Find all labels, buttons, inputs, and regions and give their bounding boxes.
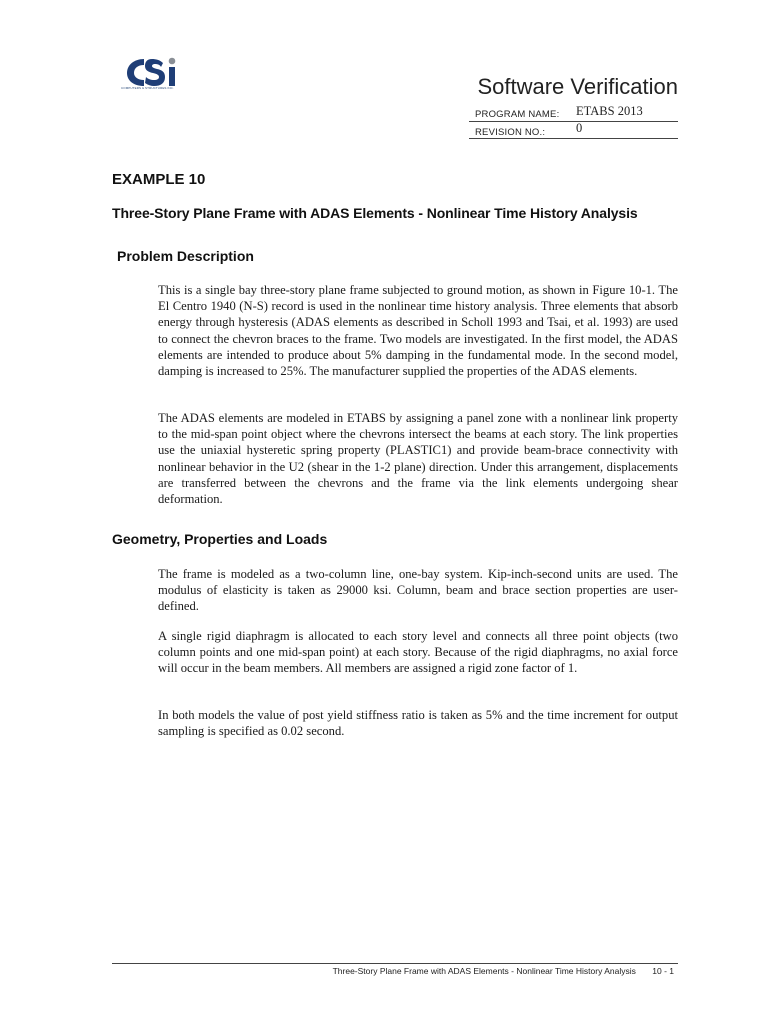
page-footer — [333, 966, 674, 976]
geometry-paragraph-2: A single rigid diaphragm is allocated to each story level and connects all three point objects (two column points and one mid-span point) at each story. Because of the rigid diaphragms, no axial force will occur in the beam members. All members are assigned a rigid zone factor of 1. — [158, 629, 678, 676]
section-heading-problem: Problem Description — [117, 248, 254, 264]
header-rule-program — [469, 121, 678, 122]
footer-title: Three-Story Plane Frame with ADAS Elements - Nonlinear Time History Analysis — [332, 966, 636, 976]
program-name-value: ETABS 2013 — [576, 104, 643, 118]
example-title: Three-Story Plane Frame with ADAS Elements - Nonlinear Time History Analysis — [112, 205, 638, 221]
geometry-paragraph-1: The frame is modeled as a two-column line, one-bay system. Kip-inch-second units are used. The modulus of elasticity is taken as 29000 ksi. Column, beam and brace section properties are user-defined. — [158, 567, 678, 614]
page-number: 10 - 1 — [652, 966, 674, 976]
footer-rule — [112, 963, 678, 964]
example-label: EXAMPLE 10 — [112, 171, 206, 188]
section-heading-geometry: Geometry, Properties and Loads — [112, 531, 328, 547]
problem-paragraph-2: The ADAS elements are modeled in ETABS by assigning a panel zone with a nonlinear link property to the mid-span point object where the chevrons intersect the beams at each story. The link properties use the uniaxial hysteretic spring property (PLASTIC1) and provide beam-brace connectivity with nonlinear behavior in the U2 (shear in the 1-2 plane) direction. Under this arrangement, displacements are transferred between the chevrons and the frame via the link elements undergoing shear deformation. — [158, 411, 678, 507]
problem-paragraph-1: This is a single bay three-story plane frame subjected to ground motion, as shown in Figure 10-1. The El Centro 1940 (N-S) record is used in the nonlinear time history analysis. Three elements that absorb energy through hysteresis (ADAS elements as described in Scholl 1993 and Tsai, et al. 1993) are used to connect the chevron braces to the frame. Two models are investigated. In the first model, the ADAS elements are intended to produce about 5% damping in the fundamental mode. In the second model, damping is increased to 25%. The manufacturer supplied the properties of the ADAS elements. — [158, 283, 678, 379]
geometry-paragraph-3: In both models the value of post yield stiffness ratio is taken as 5% and the time increment for output sampling is specified as 0.02 second. — [158, 708, 678, 739]
revision-no-label: REVISION NO.: — [475, 127, 546, 138]
logo-caption: COMPUTERS & STRUCTURES INC. — [121, 86, 174, 90]
page-header-title: Software Verification — [477, 74, 678, 99]
revision-no-value: 0 — [576, 121, 583, 135]
header-rule-revision — [469, 138, 678, 139]
program-name-label: PROGRAM NAME: — [475, 109, 560, 120]
